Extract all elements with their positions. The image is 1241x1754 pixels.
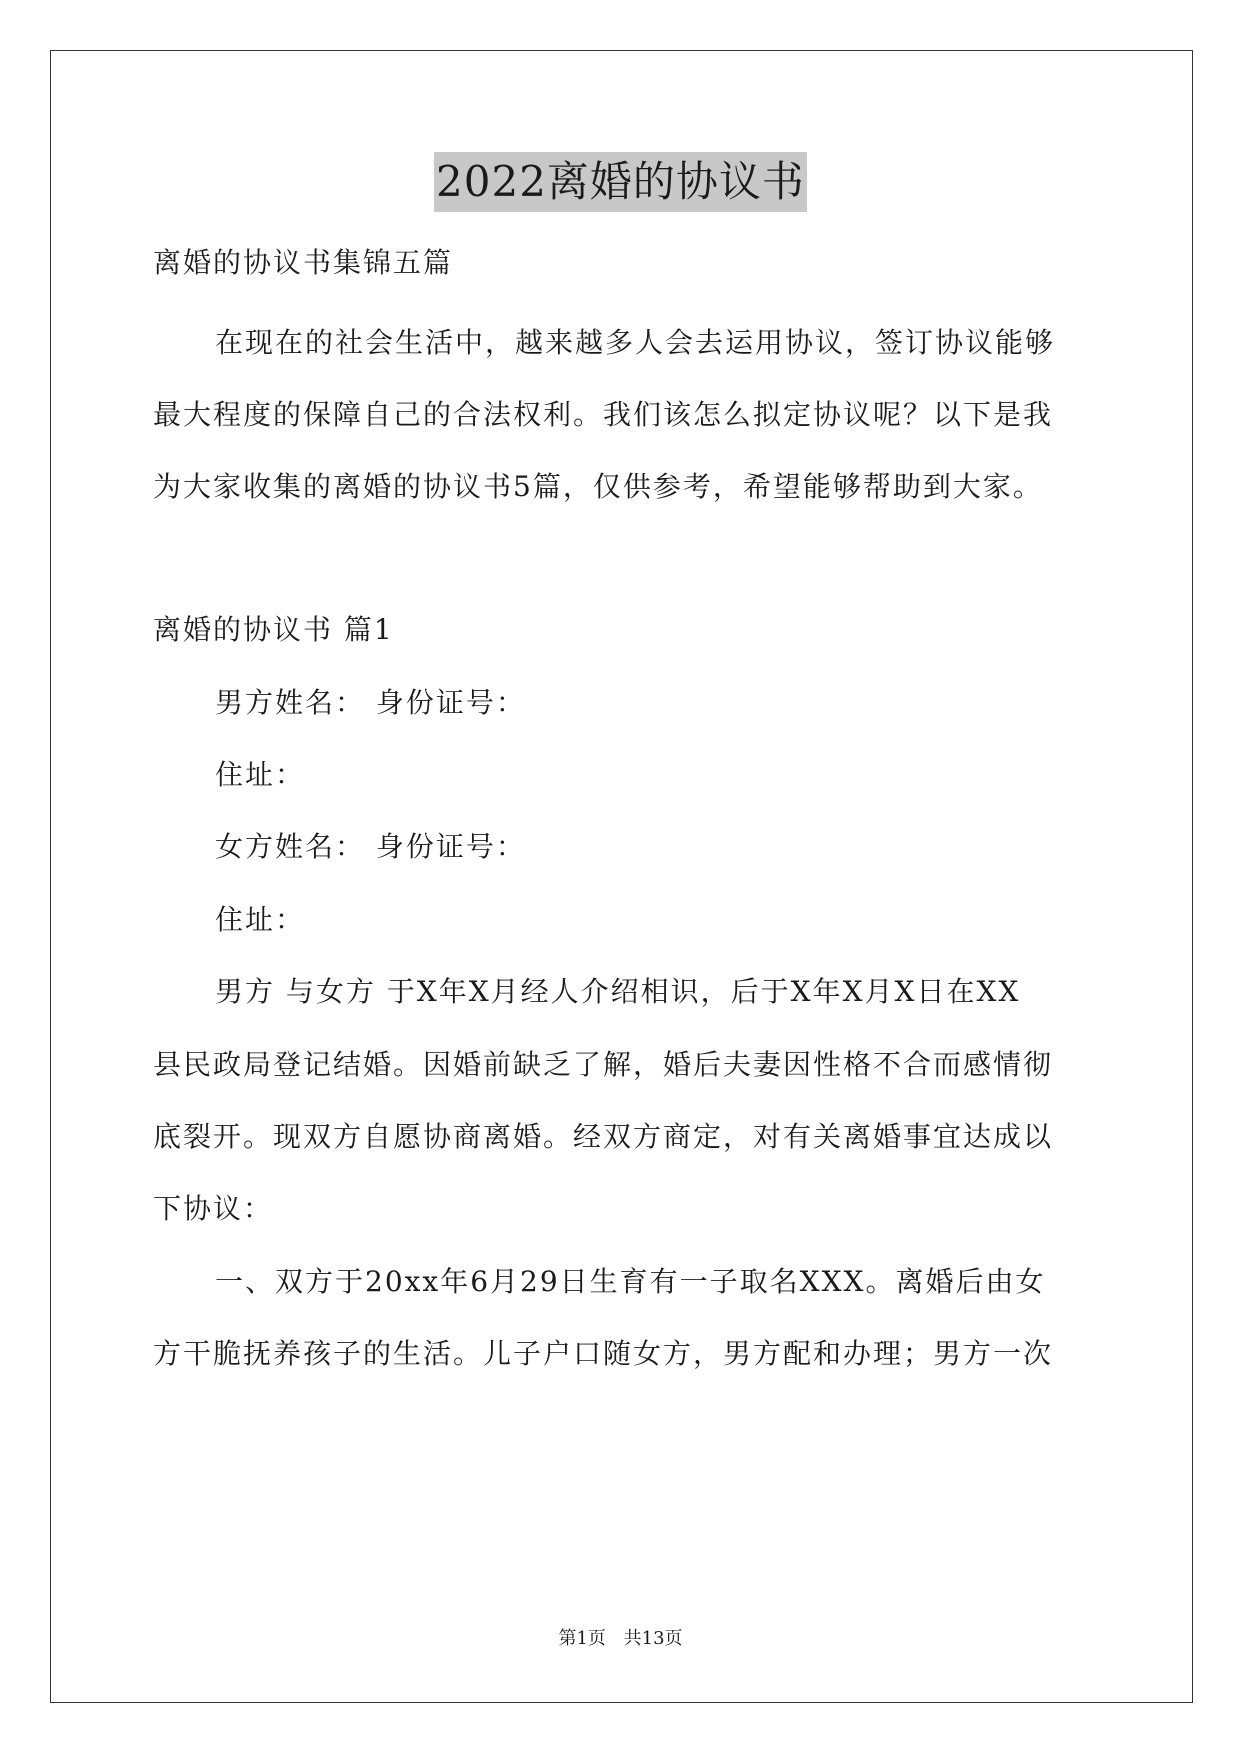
- female-address-line: 住址：: [215, 903, 306, 936]
- intro-line-1: 在现在的社会生活中，越来越多人会去运用协议，签订协议能够: [215, 326, 1056, 359]
- section-heading: 离婚的协议书 篇1: [153, 613, 394, 646]
- body-line-4: 下协议：: [153, 1192, 274, 1225]
- clause-line-2: 方干脆抚养孩子的生活。儿子户口随女方，男方配和办理；男方一次: [153, 1337, 1054, 1370]
- female-name-line: 女方姓名： 身份证号：: [215, 830, 526, 863]
- intro-line-2: 最大程度的保障自己的合法权利。我们该怎么拟定协议呢？以下是我: [153, 398, 1054, 431]
- body-line-3: 底裂开。现双方自愿协商离婚。经双方商定，对有关离婚事宜达成以: [153, 1120, 1054, 1153]
- body-line-2: 县民政局登记结婚。因婚前缺乏了解，婚后夫妻因性格不合而感情彻: [153, 1048, 1054, 1081]
- page-total: 共13页: [623, 1628, 683, 1649]
- document-title: 2022离婚的协议书: [434, 152, 807, 212]
- page-border: [50, 50, 1193, 1703]
- title-container: [0, 152, 1241, 212]
- page-footer: [0, 1627, 1241, 1651]
- male-address-line: 住址：: [215, 758, 306, 791]
- clause-line-1: 一、双方于20xx年6月29日生育有一子取名XXX。离婚后由女: [215, 1265, 1046, 1298]
- page-number: 第1页: [558, 1628, 606, 1649]
- intro-line-3: 为大家收集的离婚的协议书5篇，仅供参考，希望能够帮助到大家。: [153, 470, 1043, 503]
- male-name-line: 男方姓名： 身份证号：: [215, 686, 526, 719]
- subtitle-line: 离婚的协议书集锦五篇: [153, 246, 454, 279]
- body-line-1: 男方 与女方 于X年X月经人介绍相识，后于X年X月X日在XX: [215, 975, 1021, 1008]
